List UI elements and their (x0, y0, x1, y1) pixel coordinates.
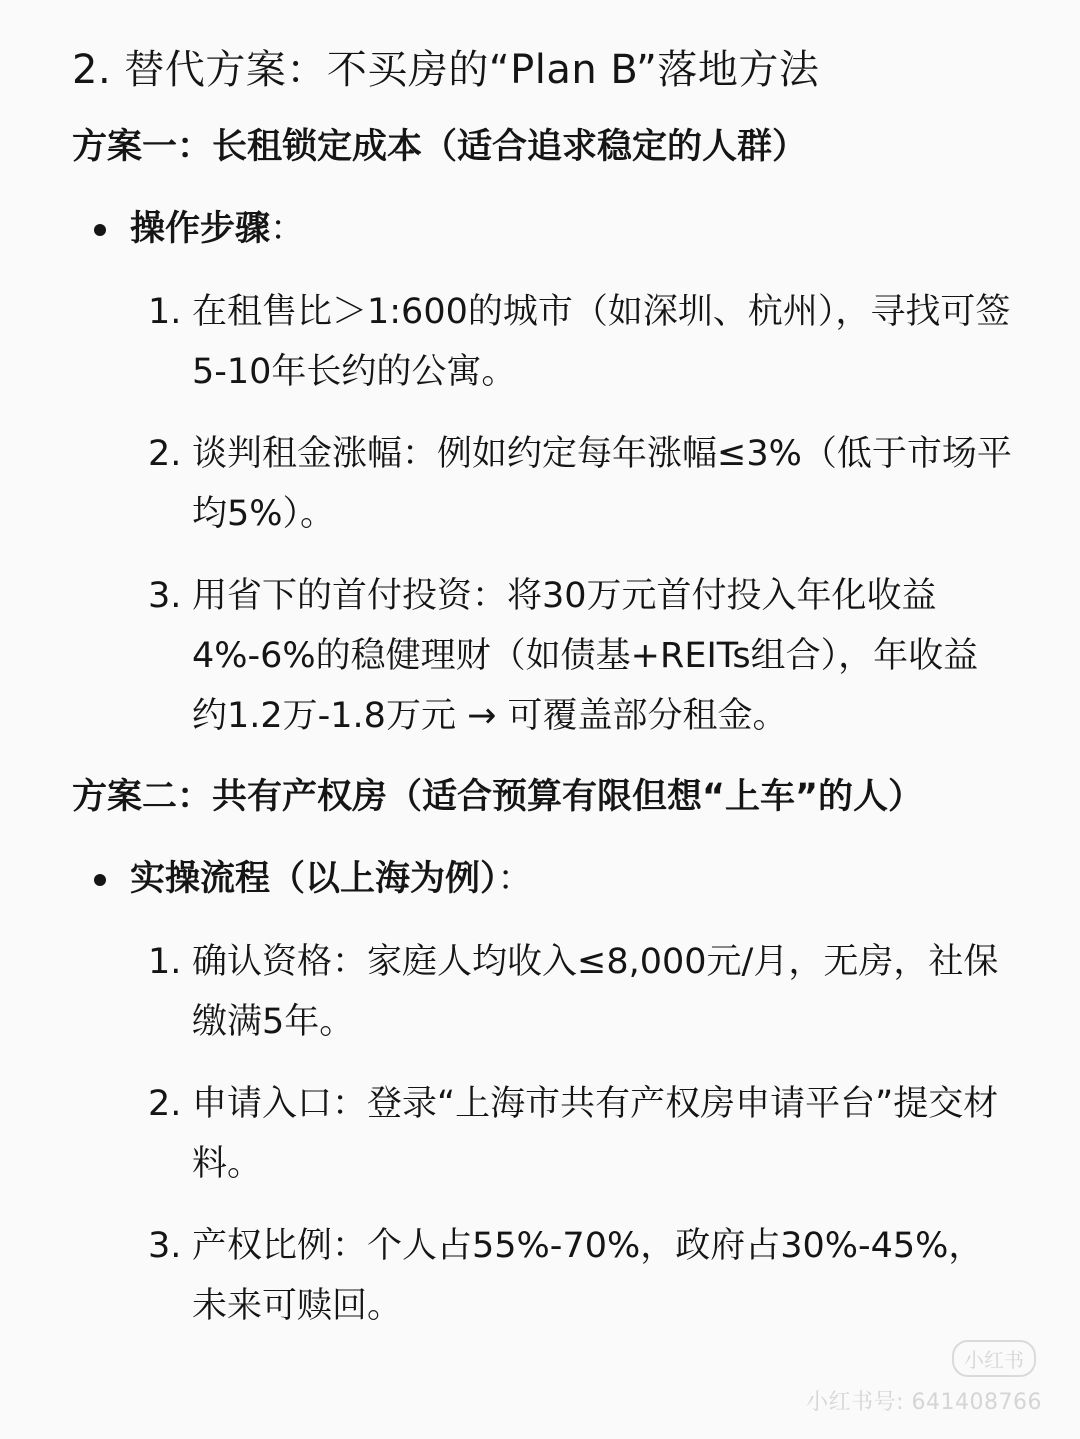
plan2-title: 方案二：共有产权房（适合预算有限但想“上车”的人） (72, 777, 924, 817)
plan1-title: 方案一：长租锁定成本（适合追求稳定的人群） (72, 127, 808, 167)
step-number: 1. (148, 292, 182, 332)
article-content (72, 38, 1012, 1358)
plan1-steps (72, 282, 1012, 746)
list-item (148, 932, 1012, 1052)
step-number: 2. (148, 434, 182, 474)
plan2-bullet-suffix: ： (497, 859, 533, 899)
step-text: 在租售比＞1:600的城市（如深圳、杭州），寻找可签5-10年长约的公寓。 (192, 292, 1011, 392)
step-number: 3. (148, 576, 182, 616)
step-text: 申请入口：登录“上海市共有产权房申请平台”提交材料。 (192, 1084, 999, 1184)
section-heading: 2. 替代方案：不买房的“Plan B”落地方法 (72, 47, 820, 93)
watermark (806, 1340, 1042, 1416)
step-number: 3. (148, 1226, 182, 1266)
plan1-bullet (130, 200, 1012, 258)
watermark-account: 小红书号: 641408766 (806, 1390, 1042, 1415)
plan1-bullet-label: 操作步骤 (130, 209, 271, 249)
step-text: 确认资格：家庭人均收入≤8,000元/月，无房，社保缴满5年。 (192, 942, 999, 1042)
step-text: 用省下的首付投资：将30万元首付投入年化收益4%-6%的稳健理财（如债基+REITs组合），年收益约1.2万-1.8万元 → 可覆盖部分租金。 (192, 576, 979, 736)
step-number: 1. (148, 942, 182, 982)
list-item (148, 1074, 1012, 1194)
list-item (148, 1216, 1012, 1336)
step-text: 谈判租金涨幅：例如约定每年涨幅≤3%（低于市场平均5%）。 (192, 434, 1012, 534)
plan2-steps (72, 932, 1012, 1336)
plan2-bullet (130, 850, 1012, 908)
list-item (148, 566, 1012, 746)
list-item (148, 282, 1012, 402)
plan2-bullet-label: 实操流程（以上海为例） (130, 859, 498, 899)
watermark-logo: 小红书 (952, 1340, 1036, 1377)
step-text: 产权比例：个人占55%-70%，政府占30%-45%，未来可赎回。 (192, 1226, 984, 1326)
step-number: 2. (148, 1084, 182, 1124)
plan1-bullet-suffix: ： (270, 209, 306, 249)
list-item (148, 424, 1012, 544)
